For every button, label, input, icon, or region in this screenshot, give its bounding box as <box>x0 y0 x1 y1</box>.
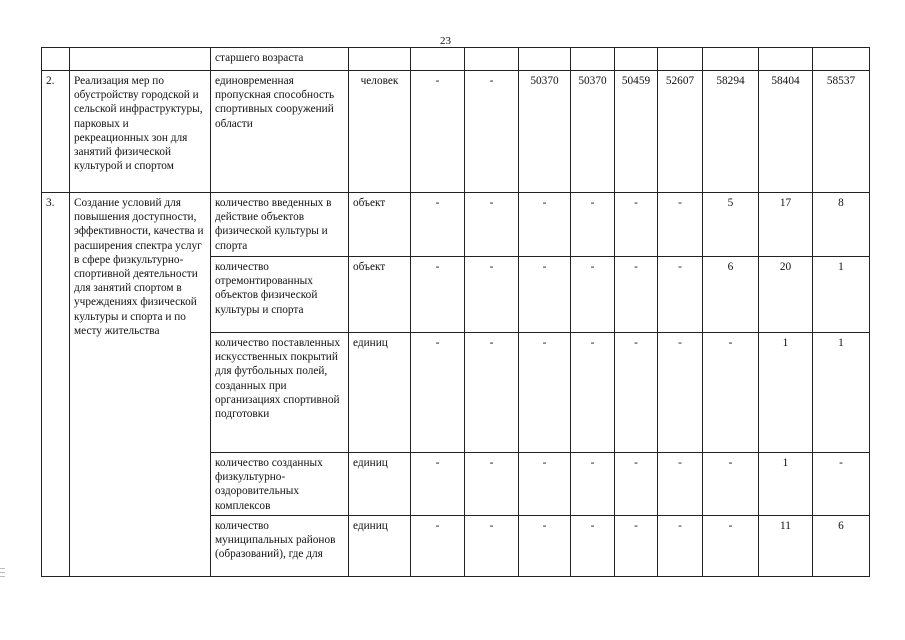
unit <box>349 48 411 71</box>
value-cell: - <box>465 515 519 576</box>
value-cell <box>571 48 615 71</box>
value-cell: - <box>465 71 519 193</box>
value-cell <box>703 48 759 71</box>
value-cell: - <box>703 333 759 453</box>
value-cell: - <box>658 453 703 516</box>
table-row <box>42 71 870 193</box>
value-cell: - <box>571 453 615 516</box>
value-cell: - <box>519 193 571 257</box>
value-cell <box>519 48 571 71</box>
measure-name: Создание условий для повышения доступности, эффективности, качества и расширения спектра услуг в сфере физкультурно-спортивной деятельности для занятий спортом в учреждениях физической культуры и спорта и по месту жительства <box>70 193 211 577</box>
indicator-name: количество введенных в действие объектов физической культуры и спорта <box>211 193 349 257</box>
value-cell: 11 <box>759 515 813 576</box>
indicator-name: старшего возраста <box>211 48 349 71</box>
value-cell: - <box>411 257 465 333</box>
scan-margin-mark <box>0 568 6 582</box>
indicator-name: единовременная пропускная способность спортивных сооружений области <box>211 71 349 193</box>
unit: объект <box>349 193 411 257</box>
value-cell: 58294 <box>703 71 759 193</box>
value-cell: - <box>571 515 615 576</box>
measure-name <box>70 48 211 71</box>
value-cell <box>465 48 519 71</box>
value-cell: 1 <box>813 257 870 333</box>
indicator-name: количество созданных физкультурно-оздоровительных комплексов <box>211 453 349 516</box>
value-cell: - <box>465 193 519 257</box>
value-cell: 50459 <box>615 71 658 193</box>
value-cell: - <box>465 453 519 516</box>
value-cell: 20 <box>759 257 813 333</box>
value-cell: - <box>615 257 658 333</box>
value-cell: 8 <box>813 193 870 257</box>
value-cell: - <box>615 193 658 257</box>
value-cell: - <box>465 257 519 333</box>
value-cell: - <box>519 333 571 453</box>
value-cell: 52607 <box>658 71 703 193</box>
row-number: 3. <box>42 193 70 577</box>
value-cell: 1 <box>813 333 870 453</box>
value-cell: 50370 <box>519 71 571 193</box>
value-cell <box>759 48 813 71</box>
value-cell: 6 <box>703 257 759 333</box>
row-number <box>42 48 70 71</box>
value-cell: 58537 <box>813 71 870 193</box>
value-cell: - <box>411 71 465 193</box>
value-cell <box>411 48 465 71</box>
value-cell: - <box>519 515 571 576</box>
value-cell: 17 <box>759 193 813 257</box>
unit: человек <box>349 71 411 193</box>
unit: объект <box>349 257 411 333</box>
value-cell: 1 <box>759 333 813 453</box>
value-cell: - <box>703 453 759 516</box>
measure-name: Реализация мер по обустройству городской и сельской инфраструктуры, парковых и рекреационных зон для занятий физической культурой и спортом <box>70 71 211 193</box>
value-cell <box>658 48 703 71</box>
indicator-name: количество отремонтированных объектов физической культуры и спорта <box>211 257 349 333</box>
value-cell: - <box>411 453 465 516</box>
value-cell: 1 <box>759 453 813 516</box>
value-cell: 5 <box>703 193 759 257</box>
value-cell: - <box>571 257 615 333</box>
value-cell: - <box>658 193 703 257</box>
unit: единиц <box>349 453 411 516</box>
value-cell: - <box>658 257 703 333</box>
row-number: 2. <box>42 71 70 193</box>
value-cell: 58404 <box>759 71 813 193</box>
indicators-table <box>41 47 870 577</box>
table-row <box>42 193 870 257</box>
value-cell: - <box>411 193 465 257</box>
value-cell <box>615 48 658 71</box>
unit: единиц <box>349 515 411 576</box>
value-cell: - <box>411 333 465 453</box>
value-cell <box>813 48 870 71</box>
value-cell: - <box>615 515 658 576</box>
indicator-name: количество муниципальных районов (образований), где для <box>211 515 349 576</box>
value-cell: - <box>519 257 571 333</box>
value-cell: - <box>465 333 519 453</box>
indicator-name: количество поставленных искусственных покрытий для футбольных полей, созданных при организациях спортивной подготовки <box>211 333 349 453</box>
value-cell: 50370 <box>571 71 615 193</box>
value-cell: - <box>615 333 658 453</box>
table-row <box>42 48 870 71</box>
value-cell: - <box>571 193 615 257</box>
page-number: 23 <box>440 35 451 47</box>
value-cell: - <box>571 333 615 453</box>
value-cell: - <box>658 333 703 453</box>
unit: единиц <box>349 333 411 453</box>
value-cell: - <box>813 453 870 516</box>
value-cell: - <box>411 515 465 576</box>
value-cell: - <box>519 453 571 516</box>
value-cell: 6 <box>813 515 870 576</box>
value-cell: - <box>703 515 759 576</box>
value-cell: - <box>658 515 703 576</box>
value-cell: - <box>615 453 658 516</box>
